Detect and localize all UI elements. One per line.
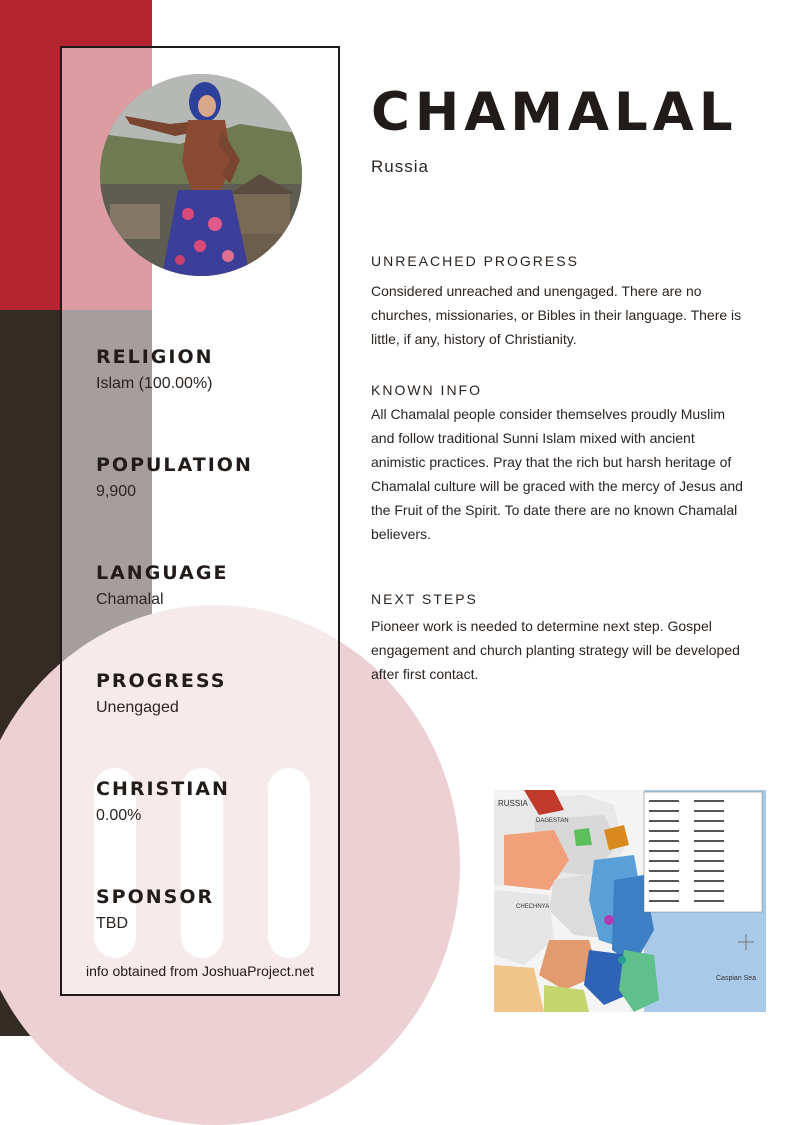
next-heading: NEXT STEPS — [371, 591, 478, 607]
svg-text:Caspian Sea — [716, 975, 756, 982]
unreached-body: Considered unreached and unengaged. There are no churches, missionaries, or Bibles in their language. There is little, if any, history of Christianity. — [371, 283, 742, 347]
religion-label: RELIGION — [96, 346, 214, 368]
christian-label: CHRISTIAN — [96, 778, 230, 800]
next-body: Pioneer work is needed to determine next step. Gospel engagement and church planting strategy will be developed after first contact. — [371, 618, 740, 682]
language-value: Chamalal — [96, 591, 164, 608]
map-label-sea: Caspian Sea — [716, 975, 757, 982]
sponsor-label: SPONSOR — [96, 886, 215, 908]
svg-text:CHECHNYA — [516, 904, 549, 910]
decorative-pill — [268, 768, 310, 958]
known-heading: KNOWN INFO — [371, 382, 482, 398]
language-label: LANGUAGE — [96, 562, 229, 584]
progress-label: PROGRESS — [96, 670, 227, 692]
map-label-chechnya: CHECHNYA — [516, 904, 550, 910]
map-label-dagestan: DAGESTAN — [536, 818, 569, 824]
unreached-heading: UNREACHED PROGRESS — [371, 253, 579, 269]
svg-text:DAGESTAN — [536, 818, 569, 824]
map-icon — [494, 790, 766, 1012]
region-map — [494, 790, 766, 1012]
woman-photo-icon — [100, 74, 302, 276]
source-credit: info obtained from JoshuaProject.net — [85, 963, 315, 979]
sponsor-value: TBD — [96, 915, 128, 932]
page-title: CHAMALAL — [371, 82, 738, 143]
map-label-russia: RUSSIA — [498, 799, 528, 808]
christian-value: 0.00% — [96, 807, 142, 824]
progress-value: Unengaged — [96, 699, 179, 716]
profile-photo — [100, 74, 302, 276]
population-value: 9,900 — [96, 483, 137, 500]
religion-value: Islam (100.00%) — [96, 375, 213, 392]
svg-text:RUSSIA — [498, 799, 528, 808]
known-body: All Chamalal people consider themselves proudly Muslim and follow traditional Sunni Islam mixed with ancient animistic practices. Pray that the rich but harsh heritage of Chamalal culture will be graced with the mercy of Jesus and the Fruit of the Spirit. To date there are no known Chamalal believers. — [371, 406, 743, 542]
population-label: POPULATION — [96, 454, 253, 476]
country-name: Russia — [371, 157, 429, 176]
